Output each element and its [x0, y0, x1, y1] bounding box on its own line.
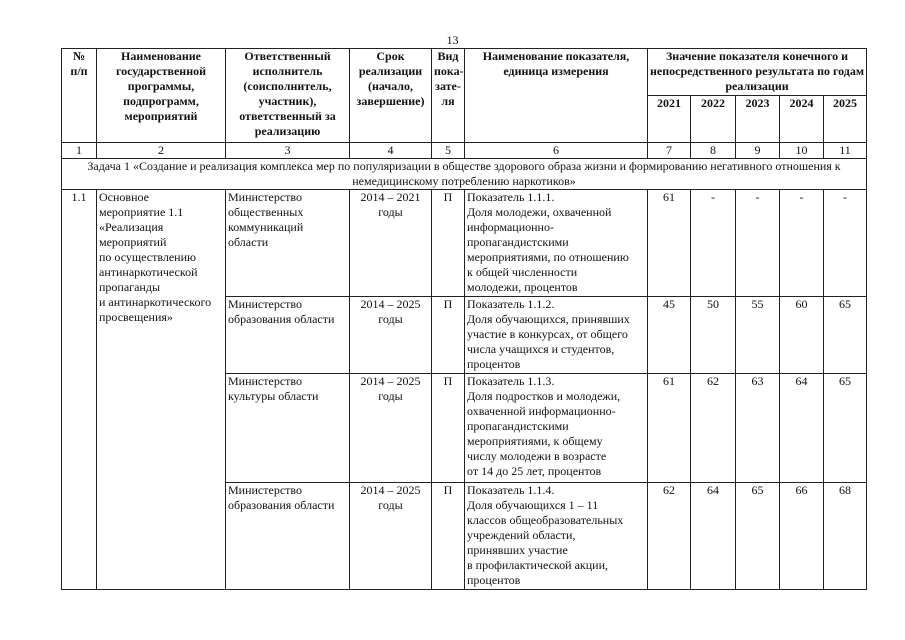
column-number: 6 — [465, 143, 648, 159]
value-2022: - — [691, 190, 736, 297]
header-year: 2025 — [824, 96, 867, 143]
column-number: 2 — [97, 143, 226, 159]
indicator-name: Показатель 1.1.4. Доля обучающихся 1 – 11 классов общеобразовательных учреждений области, принявших участие в профилактической акции, процентов — [465, 483, 648, 590]
executor: Министерство культуры области — [226, 374, 350, 483]
term: 2014 – 2021 годы — [350, 190, 432, 297]
value-2024: 66 — [780, 483, 824, 590]
task-row — [62, 159, 867, 190]
executor: Министерство образования области — [226, 483, 350, 590]
measure-number: 1.1 — [62, 190, 97, 590]
header-indicator-name: Наименование показателя, единица измерения — [465, 49, 648, 143]
value-2025: 68 — [824, 483, 867, 590]
value-2021: 61 — [648, 190, 691, 297]
indicator-kind: П — [432, 374, 465, 483]
column-number: 10 — [780, 143, 824, 159]
header-year: 2023 — [736, 96, 780, 143]
header-year: 2024 — [780, 96, 824, 143]
value-2023: 65 — [736, 483, 780, 590]
indicator-name: Показатель 1.1.3. Доля подростков и молодежи, охваченной информационно- пропагандистскими мероприятиями, к общему числу молодежи в возрасте от 14 до 25 лет, процентов — [465, 374, 648, 483]
value-2022: 64 — [691, 483, 736, 590]
value-2024: - — [780, 190, 824, 297]
indicator-kind: П — [432, 297, 465, 374]
task-title: Задача 1 «Создание и реализация комплекса мер по популяризации в обществе здорового образа жизни и формированию негативного отношения к немедицинскому потреблению наркотиков» — [62, 159, 867, 190]
term: 2014 – 2025 годы — [350, 483, 432, 590]
value-2021: 62 — [648, 483, 691, 590]
column-number: 3 — [226, 143, 350, 159]
column-number: 1 — [62, 143, 97, 159]
column-number-row — [62, 143, 867, 159]
value-2021: 45 — [648, 297, 691, 374]
indicators-table — [61, 48, 867, 590]
column-number: 5 — [432, 143, 465, 159]
header-indicator-kind: Вид пока-зате-ля — [432, 49, 465, 143]
value-2023: 55 — [736, 297, 780, 374]
value-2023: - — [736, 190, 780, 297]
table-row — [62, 190, 867, 297]
indicator-kind: П — [432, 483, 465, 590]
value-2021: 61 — [648, 374, 691, 483]
header-year: 2021 — [648, 96, 691, 143]
executor: Министерство образования области — [226, 297, 350, 374]
page-number: 13 — [446, 33, 459, 47]
value-2022: 50 — [691, 297, 736, 374]
column-number: 4 — [350, 143, 432, 159]
indicator-name: Показатель 1.1.1. Доля молодежи, охваченной информационно- пропагандистскими мероприятиями, по отношению к общей численности молодежи, процентов — [465, 190, 648, 297]
value-2025: - — [824, 190, 867, 297]
value-2024: 60 — [780, 297, 824, 374]
indicator-kind: П — [432, 190, 465, 297]
value-2022: 62 — [691, 374, 736, 483]
indicator-name: Показатель 1.1.2. Доля обучающихся, принявших участие в конкурсах, от общего числа учащихся и студентов, процентов — [465, 297, 648, 374]
header-term: Срок реализации (начало, завершение) — [350, 49, 432, 143]
value-2023: 63 — [736, 374, 780, 483]
header-executor: Ответственный исполнитель (соисполнитель, участник), ответственный за реализацию — [226, 49, 350, 143]
executor: Министерство общественных коммуникаций области — [226, 190, 350, 297]
header-values: Значение показателя конечного и непосредственного результата по годам реализации — [648, 49, 867, 96]
column-number: 8 — [691, 143, 736, 159]
value-2025: 65 — [824, 374, 867, 483]
column-number: 7 — [648, 143, 691, 159]
term: 2014 – 2025 годы — [350, 297, 432, 374]
column-number: 11 — [824, 143, 867, 159]
measure-name: Основное мероприятие 1.1 «Реализация мероприятий по осуществлению антинаркотической пропаганды и антинаркотического просвещения» — [97, 190, 226, 590]
header-year: 2022 — [691, 96, 736, 143]
column-number: 9 — [736, 143, 780, 159]
header-number: № п/п — [62, 49, 97, 143]
term: 2014 – 2025 годы — [350, 374, 432, 483]
value-2025: 65 — [824, 297, 867, 374]
value-2024: 64 — [780, 374, 824, 483]
header-program-name: Наименование государственной программы, подпрограмм, мероприятий — [97, 49, 226, 143]
